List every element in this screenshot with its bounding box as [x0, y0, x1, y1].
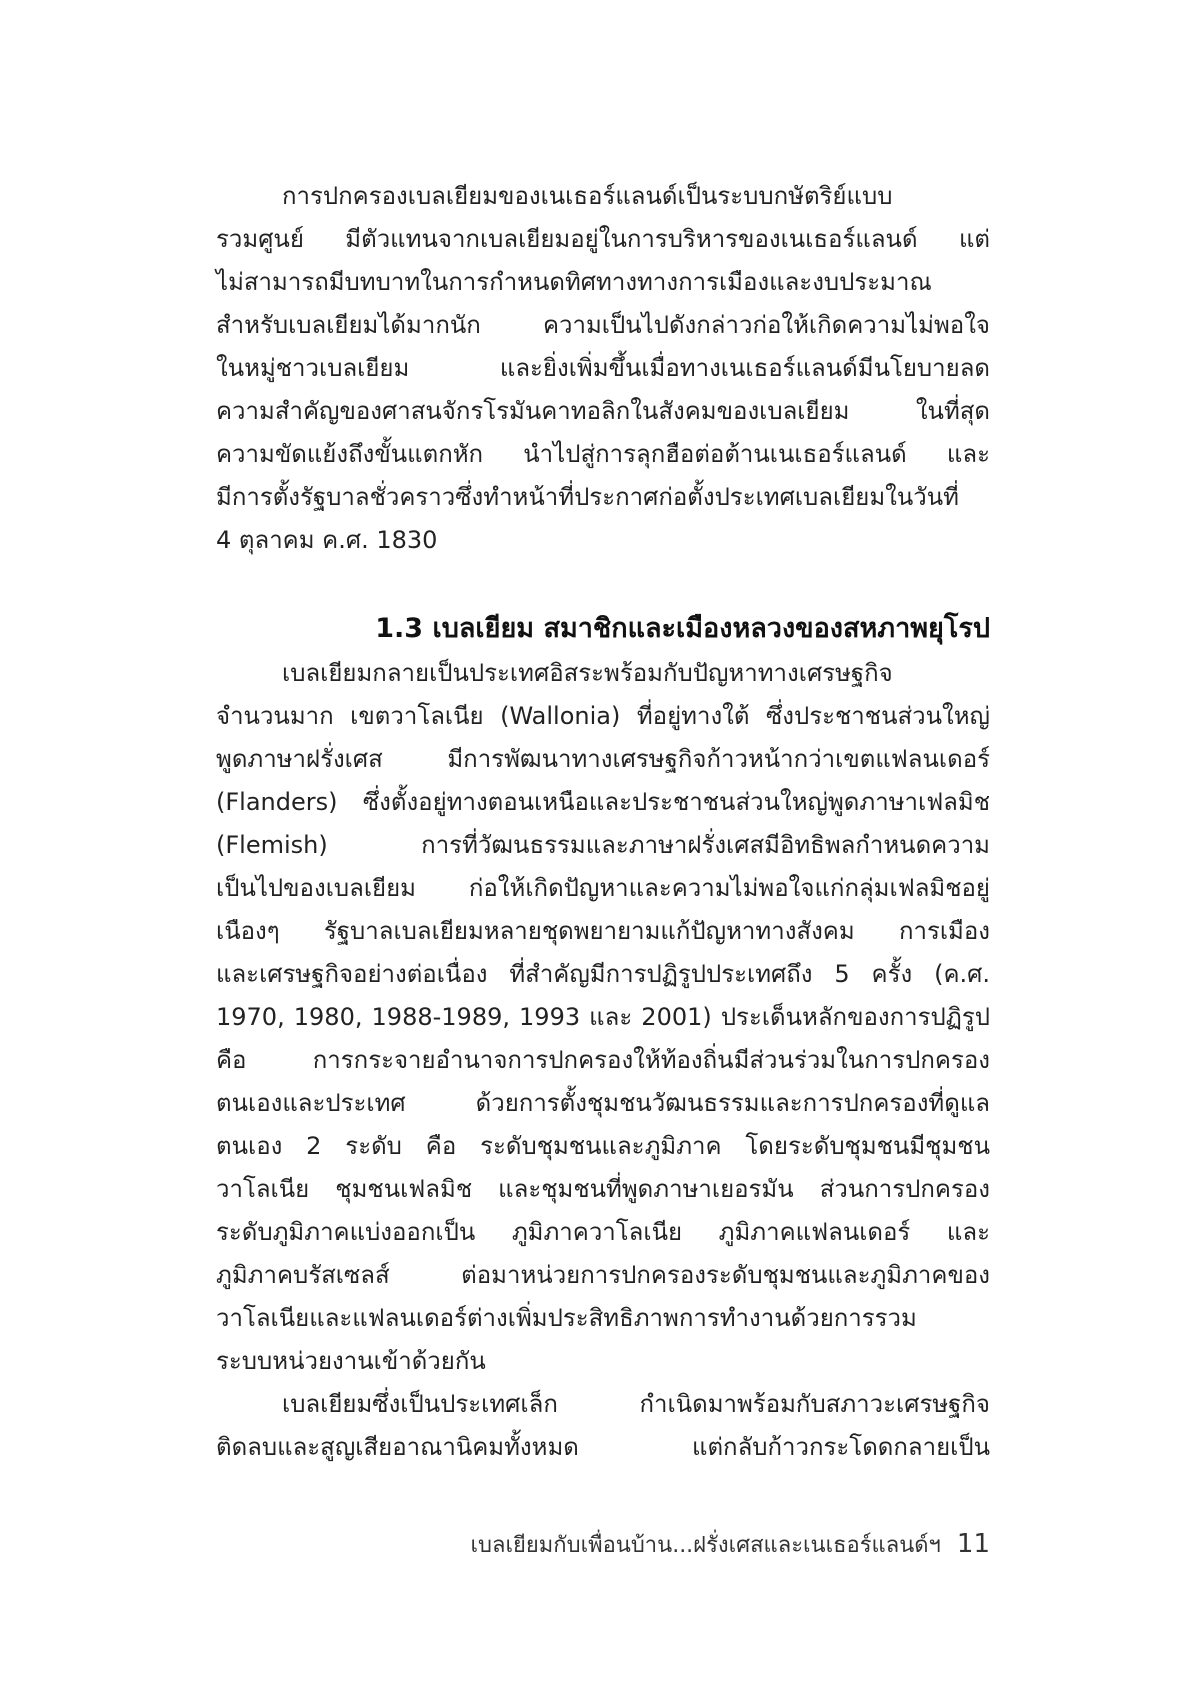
text-line: การปกครองเบลเยียมของเนเธอร์แลนด์เป็นระบบกษัตริย์แบบ: [282, 182, 893, 210]
text-line: และเศรษฐกิจอย่างต่อเนื่อง ที่สำคัญมีการปฏิรูปประเทศถึง 5 ครั้ง (ค.ศ.: [216, 960, 990, 988]
text-line: 1970, 1980, 1988-1989, 1993 และ 2001) ประเด็นหลักของการปฏิรูป: [216, 1003, 990, 1031]
text-line: ติดลบและสูญเสียอาณานิคมทั้งหมด แต่กลับก้าวกระโดดกลายเป็น: [216, 1433, 990, 1461]
text-line: รวมศูนย์ มีตัวแทนจากเบลเยียมอยู่ในการบริหารของเนเธอร์แลนด์ แต่: [216, 225, 990, 253]
page-number: 11: [956, 1529, 990, 1559]
text-line: เป็นไปของเบลเยียม ก่อให้เกิดปัญหาและความไม่พอใจแก่กลุ่มเฟลมิชอยู่: [216, 874, 990, 902]
text-line: ตนเอง 2 ระดับ คือ ระดับชุมชนและภูมิภาค โดยระดับชุมชนมีชุมชน: [216, 1132, 990, 1160]
text-line: เบลเยียมกลายเป็นประเทศอิสระพร้อมกับปัญหาทางเศรษฐกิจ: [282, 659, 893, 687]
text-line: จำนวนมาก เขตวาโลเนีย (Wallonia) ที่อยู่ทางใต้ ซึ่งประชาชนส่วนใหญ่: [216, 702, 990, 730]
paragraph-belgium-economy: [216, 1383, 990, 1469]
text-line: ความสำคัญของศาสนจักรโรมันคาทอลิกในสังคมของเบลเยียม ในที่สุด: [216, 397, 990, 425]
text-line: ระดับภูมิภาคแบ่งออกเป็น ภูมิภาควาโลเนีย ภูมิภาคแฟลนเดอร์ และ: [216, 1218, 990, 1246]
text-line: สำหรับเบลเยียมได้มากนัก ความเป็นไปดังกล่าวก่อให้เกิดความไม่พอใจ: [216, 311, 990, 339]
text-line: ภูมิภาคบรัสเซลส์ ต่อมาหน่วยการปกครองระดับชุมชนและภูมิภาคของ: [216, 1261, 990, 1289]
text-line: คือ การกระจายอำนาจการปกครองให้ท้องถิ่นมีส่วนร่วมในการปกครอง: [216, 1046, 990, 1074]
text-line: พูดภาษาฝรั่งเศส มีการพัฒนาทางเศรษฐกิจก้าวหน้ากว่าเขตแฟลนเดอร์: [216, 745, 990, 773]
text-line: ตนเองและประเทศ ด้วยการตั้งชุมชนวัฒนธรรมและการปกครองที่ดูแล: [216, 1089, 990, 1117]
text-line: ความขัดแย้งถึงขั้นแตกหัก นำไปสู่การลุกฮือต่อต้านเนเธอร์แลนด์ และ: [216, 440, 990, 468]
paragraph-belgium-dutch-rule: [216, 175, 990, 562]
paragraph-belgium-independence: [216, 652, 990, 1383]
text-line: ไม่สามารถมีบทบาทในการกำหนดทิศทางทางการเมืองและงบประมาณ: [216, 268, 932, 296]
text-line: มีการตั้งรัฐบาลชั่วคราวซึ่งทำหน้าที่ประกาศก่อตั้งประเทศเบลเยียมในวันที่: [216, 483, 959, 511]
text-line: 4 ตุลาคม ค.ศ. 1830: [216, 526, 438, 554]
text-line: ในหมู่ชาวเบลเยียม และยิ่งเพิ่มขึ้นเมื่อทางเนเธอร์แลนด์มีนโยบายลด: [216, 354, 990, 382]
text-line: วาโลเนียและแฟลนเดอร์ต่างเพิ่มประสิทธิภาพการทำงานด้วยการรวม: [216, 1304, 917, 1332]
text-line: (Flanders) ซึ่งตั้งอยู่ทางตอนเหนือและประชาชนส่วนใหญ่พูดภาษาเฟลมิช: [216, 788, 990, 816]
text-line: เนืองๆ รัฐบาลเบลเยียมหลายชุดพยายามแก้ปัญหาทางสังคม การเมือง: [216, 917, 990, 945]
text-line: ระบบหน่วยงานเข้าด้วยกัน: [216, 1347, 486, 1375]
running-title: เบลเยียมกับเพื่อนบ้าน...ฝรั่งเศสและเนเธอร์แลนด์ฯ: [470, 1533, 941, 1558]
page-footer: [216, 1524, 990, 1564]
text-line: (Flemish) การที่วัฒนธรรมและภาษาฝรั่งเศสมีอิทธิพลกำหนดความ: [216, 831, 990, 859]
text-line: เบลเยียมซึ่งเป็นประเทศเล็ก กำเนิดมาพร้อมกับสภาวะเศรษฐกิจ: [282, 1390, 990, 1418]
section-heading: 1.3 เบลเยียม สมาชิกและเมืองหลวงของสหภาพยุโรป: [375, 613, 990, 644]
text-line: วาโลเนีย ชุมชนเฟลมิช และชุมชนที่พูดภาษาเยอรมัน ส่วนการปกครอง: [216, 1175, 990, 1203]
